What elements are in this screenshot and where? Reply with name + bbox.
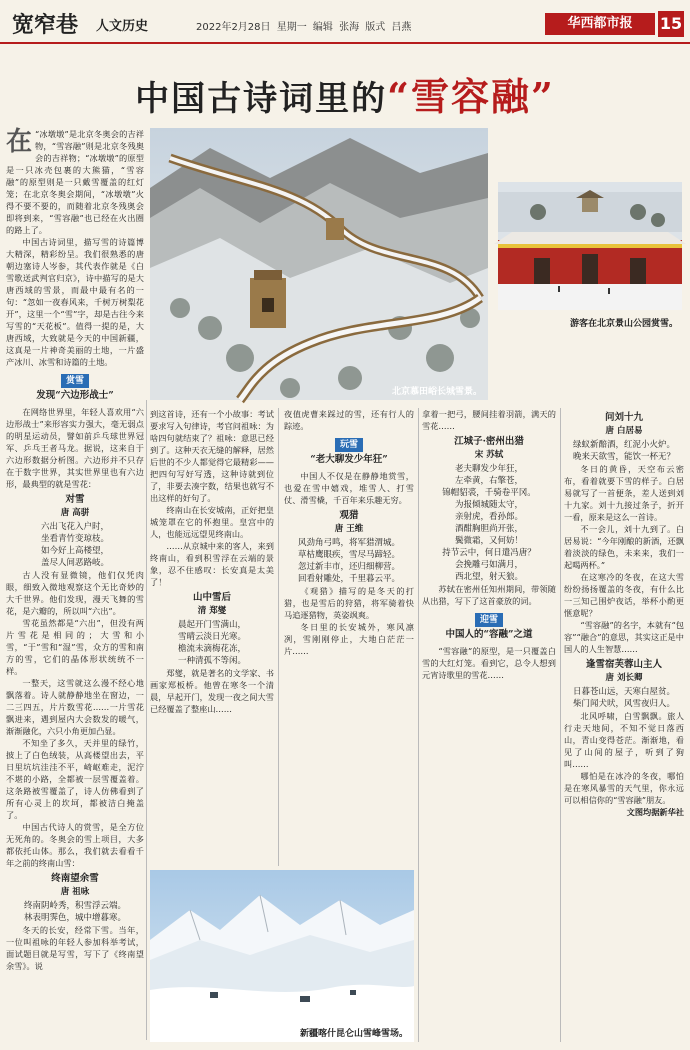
poem-title: 问刘十九 <box>604 412 643 423</box>
section-heading-2 <box>284 438 414 466</box>
paragraph: 冬日的黄昏，天空布云密布，看着就要下雪的样子。白居易就写了一首便条，差人送到刘十九家。刘十九接过条子，折开一看，原来是这么一首诗。 <box>564 464 684 522</box>
poem-line: 坐看青竹变琼枝。 <box>40 534 109 544</box>
column-5 <box>564 408 684 1044</box>
paragraph: 雪花虽然都是“六出”，但没有两片雪花是相同的；大雪和小雪，“于”雪和“湿”雪，众方的雪和南方的雪，它们的晶体形状统统不一样。 <box>6 618 144 676</box>
poem-line: 酒酣胸胆尚开张， <box>454 524 523 534</box>
poem-author: 宋 苏轼 <box>474 450 504 460</box>
section-heading-3 <box>422 613 556 641</box>
poem-line: 亲射虎，看孙郎。 <box>454 512 523 522</box>
poem-line: 盖尽人间恶路岐。 <box>40 558 109 568</box>
poem-line: 左牵黄，右擎苍， <box>454 476 523 486</box>
paragraph: 中国人不仅是在静静地赏雪，也爱在雪中嬉戏，堆雪人、打雪仗、滑雪橇，千百年来乐趣无穷。 <box>284 471 414 505</box>
poem-line: 林表明霁色，城中增暮寒。 <box>23 913 126 923</box>
article-title <box>0 66 690 121</box>
great-wall-image <box>150 128 488 400</box>
issue-info: 2022年2月28日 星期一 编辑 张海 版式 吕燕 <box>196 22 412 33</box>
paragraph: 在这寒冷的冬夜，在这大雪纷纷扬扬覆盖的冬夜，有什么比一三知己围炉夜话，举杯小酌更惬意呢？ <box>564 572 684 618</box>
column-2 <box>150 408 274 866</box>
paragraph: 冬天的长安，经常下雪。当年，一位叫祖咏的年轻人参加科举考试，面试题目就是写雪，写下了《终南望余雪》。说 <box>6 925 144 971</box>
temple-photo <box>498 182 682 329</box>
poem-author: 唐 王维 <box>334 524 364 534</box>
paragraph: 拿着一把弓，腰间挂着羽箭，满天的雪花…… <box>422 409 556 431</box>
poem-line: 老夫聊发少年狂， <box>454 464 523 474</box>
poem-line: 会挽雕弓如满月， <box>454 560 523 570</box>
paragraph: “雪容融”的名字，本就有“包容”“融合”的意思，其实这正是中国人的人生智慧…… <box>564 620 684 654</box>
poem-author: 唐 白居易 <box>605 426 643 436</box>
paragraph: 终南山在长安城南，正好把皇城笼罩在它的怀抱里。皇宫中的人，也能远远望见终南山。 <box>150 505 274 539</box>
column-4 <box>422 408 556 1044</box>
column-divider <box>560 408 561 1042</box>
paragraph: 夜值虎曹来踩过的雪，还有行人的踪迹。 <box>284 409 414 431</box>
drop-cap: 在 <box>6 127 33 157</box>
title-highlight: “雪容融” <box>387 74 555 119</box>
great-wall-caption: 北京慕田峪长城雪景。 <box>391 387 482 397</box>
paragraph: 一整天，这雪就这么漫不经心地飘落着。诗人就静静地坐在窗边，一二三四五，片片数雪花……一片雪花飘进来，遇到屋内大会数发的暖气，渐渐融化，六只小角更加凸显。 <box>6 678 144 736</box>
title-prefix: 中国古诗词里的 <box>135 79 388 119</box>
section-title: 发现“六边形战士” <box>36 390 114 401</box>
paragraph: “雪容融”的原型，是一只覆盖白雪的大红灯笼。看到它，总令人想到元宵诗歌里的雪花…… <box>422 646 556 680</box>
paragraph: 中国古代诗人的赏雪，是全方位无死角的。冬奥会的雪上项目，大多都依托山体。那么，我们就去看看千年之前的终南山雪： <box>6 822 144 868</box>
section-badge: 迎雪 <box>475 613 503 627</box>
poem-line: 柴门闻犬吠，风雪夜归人。 <box>572 699 675 709</box>
paragraph: 不知坐了多久，天并里的绿竹，披上了白色绒装，从高楼望出去，平日里坑坑洼洼不平，崎岖难走，泥泞不堪的小路，全都被一层雪覆盖着。这条路被雪覆盖了，诗人仿佛看到了所有心灵上的坎坷，都被洁白掩盖了。 <box>6 738 144 820</box>
poem-line: 终南阴岭秀，积雪浮云端。 <box>23 901 126 911</box>
poem-author: 清 郑燮 <box>197 606 227 616</box>
poem-line: 一种清孤不等闲。 <box>177 656 246 666</box>
poem-title: 山中雪后 <box>192 592 231 603</box>
poem-line: 绿蚁新醅酒，红泥小火炉。 <box>572 440 675 450</box>
paragraph: 在网络世界里，年轻人喜欢用“六边形战士”来形容实力强大，毫无弱点的明星运动员，譬如前乒乓球世界冠军、乒乓王者马龙。据说，这来自于六边形数据分析图。六边形并不只存在于数字世界，其实世界里也有六边形，最典型的就是雪花： <box>6 407 144 489</box>
poem-line: 为报倾城随太守， <box>454 500 523 510</box>
temple-image <box>498 182 682 310</box>
newspaper-logo: 华西都市报 <box>545 13 655 35</box>
paragraph: ……从京城中来的客人，来到终南山，看到积雪浮在云端的景象，忍不住感叹：长安真是太美了！ <box>150 541 274 587</box>
poem-title: 对雪 <box>65 494 85 505</box>
paragraph: 郑燮，就是著名的文学家、书画家郑板桥。他曾在寒冬一个清晨，早起开门，发现一夜之间大雪已经覆盖了整座山…… <box>150 668 274 714</box>
section-badge: 赏雪 <box>61 374 89 388</box>
paragraph: 古人没有显微镜，他们仅凭肉眼，细致入微地观察这个无比奇妙的大千世界。他们发现，漫天飞舞的雪花，是六瓣的，所以叫“六出”。 <box>6 570 144 616</box>
poem-title: 观猎 <box>339 510 359 521</box>
column-name: 宽窄巷 <box>12 13 79 38</box>
poem-line: 晚来天欲雪，能饮一杯无？ <box>572 452 675 462</box>
poem-line: 如今好上高楼望， <box>40 546 109 556</box>
great-wall-photo <box>150 128 488 400</box>
paragraph: 不一会儿，刘十九到了。白居易说：“今年刚酿的新酒，还飘着淡淡的绿色，未来来，我们一起喝两杯。” <box>564 524 684 570</box>
page-number: 15 <box>658 11 684 37</box>
poem-line: 六出飞花入户时， <box>40 522 109 532</box>
poem-author: 唐 刘长卿 <box>605 673 643 683</box>
poem-line: 风劲角弓鸣，将军猎渭城。 <box>297 538 400 548</box>
poem-line: 忽过新丰市，还归细柳营。 <box>297 562 400 572</box>
poem-title: 终南望余雪 <box>51 873 99 884</box>
temple-caption: 游客在北京景山公园赏雪。 <box>569 319 678 329</box>
poem-line: 晨起开门雪满山， <box>177 620 246 630</box>
poem-title: 江城子·密州出猎 <box>454 436 524 447</box>
paragraph: 到这首诗，还有一个小故事：考试要求写入句律诗，考官问祖咏：为啥四句就结束了？祖咏：意思已经到了。这种天衣无缝的解释，居然后世的不少人都觉得它最精彩——把四句写好写透，这种诗就到位了，非要去凑字数，结果也就写不出这样的好句了。 <box>150 409 274 503</box>
column-divider <box>146 400 147 1040</box>
poem-line: 回看射雕处，千里暮云平。 <box>297 574 400 584</box>
column-divider <box>278 408 279 866</box>
section-heading-1 <box>6 374 144 402</box>
credit-line: 文图均据新华社 <box>626 807 684 817</box>
column-3 <box>284 408 414 866</box>
poem-author: 唐 祖咏 <box>60 887 90 897</box>
intro-paragraph-2: 中国古诗词里，描写雪的诗篇博大精深，精彩纷呈。我们很熟悉的唐朝边塞诗人岑参，其代表作就是《白雪歌送武判官归京》，诗中描写的是大唐西域的雪景，而最中最有名的一句：“忽如一夜春风来，千树万树梨花开”，这里一个“雪”字，却是古往今来写雪的“天花板”。值得一提的是，大唐西域，大致就是今天的中国新疆，这真是一片神奇美丽的土地，一片盛产冰川、冰雪和诗篇的土地。 <box>6 237 144 367</box>
poem-line: 西北望，射天狼。 <box>454 572 523 582</box>
xinjiang-image <box>150 870 414 1042</box>
column-1 <box>6 128 144 1046</box>
poem-line: 日暮苍山远，天寒白屋贫。 <box>572 687 675 697</box>
xinjiang-caption: 新疆喀什昆仑山雪峰雪场。 <box>299 1029 408 1039</box>
poem-line: 鬓微霜，又何妨！ <box>454 536 523 546</box>
sub-column-name: 人文历史 <box>96 19 149 34</box>
section-title: 中国人的“容融”之道 <box>445 629 533 640</box>
poem-author: 唐 高骈 <box>60 508 90 518</box>
paragraph: 苏轼在密州任知州期间，带领随从出猎，写下了这首豪放的词。 <box>422 584 556 606</box>
xinjiang-photo <box>150 870 414 1042</box>
section-badge: 玩雪 <box>335 438 363 452</box>
paragraph: 哪怕是在冰冷的冬夜，哪怕是在寒风暴雪的天气里，你永远可以相信你的“雪容融”朋友。 <box>564 771 684 805</box>
column-divider <box>418 408 419 1042</box>
poem-line: 持节云中，何日遣冯唐？ <box>442 548 536 558</box>
section-title: “老大聊发少年狂” <box>310 454 388 465</box>
intro-paragraph-1: “冰墩墩”是北京冬奥会的吉祥物，“雪容融”则是北京冬残奥会的吉祥物；“冰墩墩”的原型是一只冰壳包裹的大熊猫，“雪容融”的原型则是一只戴雪覆盖的红灯笼；在北京冬奥会期间，“冰墩墩”火得不要不要的，而随着北京冬残奥会即将到来，“雪容融”也已经在火出圈的路上了。 <box>6 129 144 235</box>
paragraph: 冬日里的长安城外，寒风凛冽，雪刚刚停止，大地白茫茫一片…… <box>284 622 414 656</box>
poem-line: 雪晴云淡日光寒。 <box>177 632 246 642</box>
paragraph: 北风呼啸，白雪飘飘。旅人行走天地间，不知不觉日落西山，青山变得苍茫。渐渐地，看见了山间的屋子，听到了狗叫…… <box>564 711 684 769</box>
paragraph: 《观猎》描写的是冬天的打猎，也是雪后的狩猎，将军骑着快马追逐猎物，英姿飒爽。 <box>284 586 414 620</box>
poem-title: 逢雪宿芙蓉山主人 <box>585 659 662 670</box>
poem-line: 锦帽貂裘，千骑卷平冈。 <box>442 488 536 498</box>
poem-line: 草枯鹰眼疾，雪尽马蹄轻。 <box>297 550 400 560</box>
poem-line: 檐流未滴梅花冻， <box>177 644 246 654</box>
